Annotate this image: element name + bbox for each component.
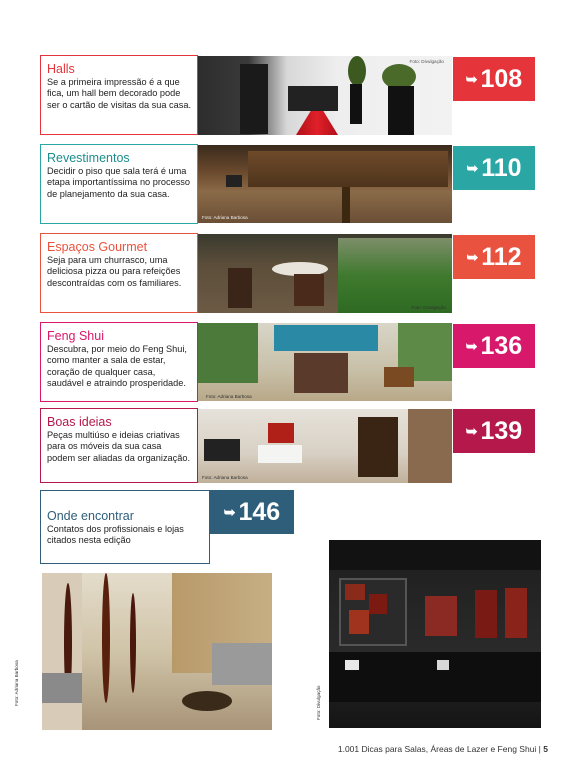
footer-text: 1.001 Dicas para Salas, Áreas de Lazer e Feng Shui | — [337, 744, 541, 754]
arrow-icon: ➥ — [223, 503, 236, 520]
page-number: 110 — [481, 153, 522, 182]
section-description: Seja para um churrasco, uma deliciosa pizza ou para refeições descontraídas com os familiares. — [47, 255, 182, 288]
halls-photo — [198, 56, 452, 135]
living-room-photo — [42, 573, 272, 730]
arrow-icon: ➥ — [466, 248, 479, 265]
section-title: Feng Shui — [47, 329, 104, 343]
fengshui-photo — [198, 323, 452, 401]
photo-credit: Foto: Divulgação — [316, 685, 321, 720]
section-title: Halls — [47, 62, 75, 76]
page-number: 112 — [481, 242, 522, 271]
photo-credit: Foto: Divulgação — [409, 59, 444, 64]
arrow-icon: ➥ — [465, 337, 478, 354]
page-number-badge[interactable] — [453, 324, 535, 368]
page-number-badge[interactable] — [453, 235, 535, 279]
page-number-badge[interactable] — [453, 57, 535, 101]
page-number-badge[interactable] — [453, 409, 535, 453]
page-number: 139 — [480, 416, 523, 445]
arrow-icon: ➥ — [466, 159, 479, 176]
entry-fengshui — [40, 322, 198, 402]
page-number: 146 — [238, 497, 281, 526]
arrow-icon: ➥ — [465, 422, 478, 439]
photo-credit: Foto: Divulgação — [411, 305, 446, 310]
ideias-photo — [198, 409, 452, 483]
section-title: Espaços Gourmet — [47, 240, 148, 254]
gourmet-photo — [198, 234, 452, 313]
entry-ideias — [40, 408, 198, 483]
entry-halls — [40, 55, 198, 135]
section-title: Onde encontrar — [47, 509, 134, 523]
footer-page-number: 5 — [543, 744, 548, 754]
photo-credit: Foto: Adriana Barbosa — [206, 394, 252, 399]
home-theater-photo — [329, 540, 541, 728]
page-number: 108 — [480, 64, 523, 93]
section-description: Se a primeira impressão é a que fica, um hall bem decorado pode ser o cartão de visitas da sua casa. — [47, 77, 192, 110]
section-title: Revestimentos — [47, 151, 130, 165]
section-description: Decidir o piso que sala terá é uma etapa importantíssima no processo de planejamento da sua casa. — [47, 166, 190, 199]
page-number-badge[interactable] — [453, 146, 535, 190]
section-description: Peças multiúso e ideias criativas para os móveis da sua casa podem ser aliadas da organização. — [47, 430, 191, 463]
revestimentos-photo — [198, 145, 452, 223]
photo-credit: Foto: Adriana Barbosa — [202, 215, 248, 220]
entry-revestimentos — [40, 144, 198, 224]
section-title: Boas ideias — [47, 415, 112, 429]
photo-credit: Foto: Adriana Barbosa — [14, 660, 19, 706]
entry-encontrar — [40, 490, 210, 564]
page-number-badge[interactable] — [210, 490, 294, 534]
page-number: 136 — [480, 331, 523, 360]
page-footer — [338, 744, 548, 754]
arrow-icon: ➥ — [465, 70, 478, 87]
entry-gourmet — [40, 233, 198, 313]
section-description: Contatos dos profissionais e lojas citados nesta edição — [47, 524, 184, 546]
photo-credit: Foto: Adriana Barbosa — [202, 475, 248, 480]
section-description: Descubra, por meio do Feng Shui, como manter a sala de estar, coração de qualquer casa, saudável e atraindo prosperidade. — [47, 344, 187, 389]
